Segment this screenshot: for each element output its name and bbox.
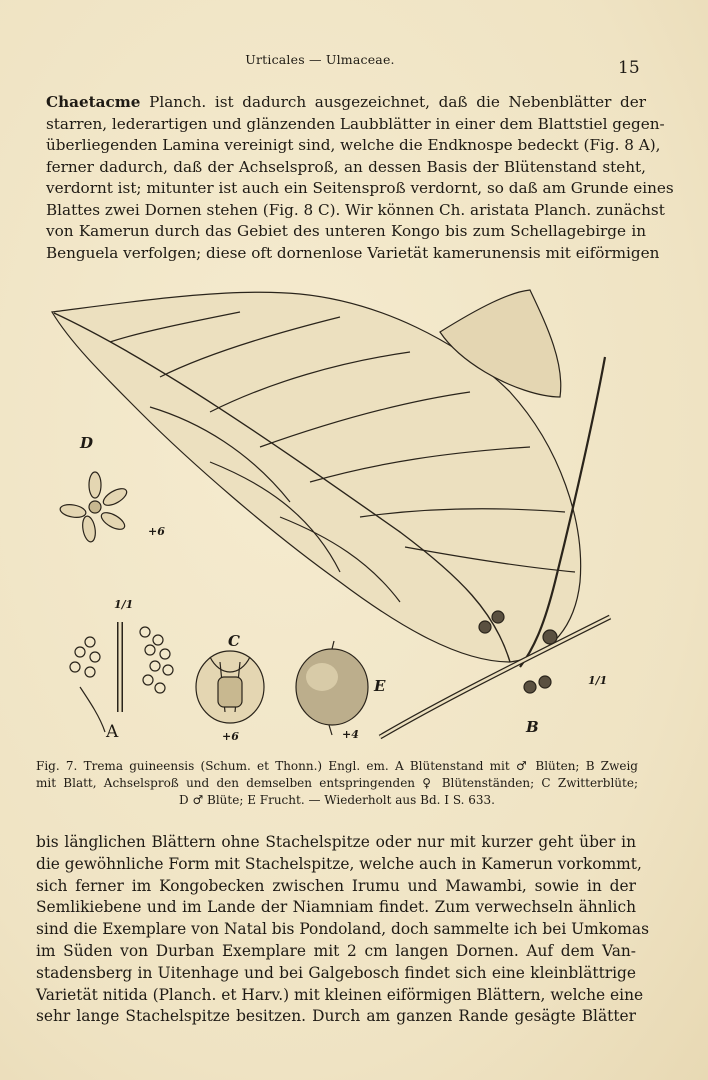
text-line: im Süden von Durban Exemplare mit 2 cm langen Dornen. Auf dem Van- [36, 941, 636, 960]
text-line: sehr lange Stachelspitze besitzen. Durch am ganzen Rande gesägte Blätter [36, 1007, 636, 1026]
label-d: D [80, 434, 94, 452]
label-a: A [106, 722, 119, 742]
flower-d [59, 472, 129, 543]
botanical-figure-trema [40, 282, 640, 752]
text-line: Blattes zwei Dornen stehen (Fig. 8 C). Wir können Ch. aristata Planch. zunächst [46, 200, 665, 219]
label-a-magnification: 1/1 [114, 598, 134, 611]
text-line: verdornt ist; mitunter ist auch ein Seitensproß verdornt, so daß am Grunde eines [46, 179, 674, 197]
text-line: Varietät nitida (Planch. et Harv.) mit kleinen eiförmigen Blättern, welche eine [36, 985, 644, 1004]
figure-illustration [40, 282, 640, 752]
inflorescence-a [70, 622, 173, 732]
label-b-magnification: 1/1 [588, 674, 608, 687]
label-e: E [374, 677, 386, 695]
text-line: sind die Exemplare von Natal bis Pondoland, doch sammelte ich bei Umkomas [36, 920, 649, 939]
fruit-e [296, 641, 368, 735]
label-d-magnification: +6 [148, 525, 165, 538]
text-line: überliegenden Lamina vereinigt sind, welche die Endknospe bedeckt (Fig. 8 A), [46, 136, 661, 154]
paragraph-chaetacme [46, 92, 674, 264]
text-line: ferner dadurch, daß der Achselsproß, an dessen Basis der Blütenstand steht, [46, 157, 646, 176]
text-line: die gewöhnliche Form mit Stachelspitze, welche auch in Kamerun vorkommt, [36, 854, 642, 873]
figure-caption [36, 758, 638, 809]
caption-line: D ♂ Blüte; E Frucht. — Wiederholt aus Bd. I S. 633. [179, 793, 495, 807]
text-line: Benguela verfolgen; diese oft dornenlose Varietät kamerunensis mit eiförmigen [46, 243, 660, 262]
text-line: bis länglichen Blättern ohne Stachelspitze oder nur mit kurzer geht über in [36, 833, 636, 851]
text-line: Semlikiebene und im Lande der Niamniam findet. Zum verwechseln ähnlich [36, 898, 636, 917]
running-head: Urticales — Ulmaceae. [245, 52, 395, 67]
text-line: stadensberg in Uitenhage und bei Galgebosch findet sich eine kleinblättrige [36, 963, 636, 982]
label-c: C [228, 632, 240, 650]
label-e-magnification: +4 [342, 728, 359, 741]
caption-line: Fig. 7. Trema guineensis (Schum. et Thonn.) Engl. em. A Blütenstand mit ♂ Blüten; B Zweig [36, 759, 638, 773]
paragraph-continuation [36, 832, 649, 1028]
genus-name: Chaetacme [46, 93, 141, 111]
flower-c [196, 651, 264, 723]
text-line: Chaetacme Planch. ist dadurch ausgezeichnet, daß die Nebenblätter der [46, 93, 646, 111]
text-line: sich ferner im Kongobecken zwischen Irumu und Mawambi, sowie in der [36, 876, 636, 895]
caption-line: mit Blatt, Achselsproß und den demselben entspringenden ♀ Blütenständen; C Zwitterblüte; [36, 776, 638, 790]
label-c-magnification: +6 [222, 730, 239, 743]
text-line: starren, lederartigen und glänzenden Laubblätter in einer dem Blattstiel gegen- [46, 114, 665, 133]
label-b: B [526, 718, 539, 736]
page-number: 15 [618, 58, 640, 78]
text-line: von Kamerun durch das Gebiet des unteren Kongo bis zum Schellagebirge in [46, 222, 646, 240]
